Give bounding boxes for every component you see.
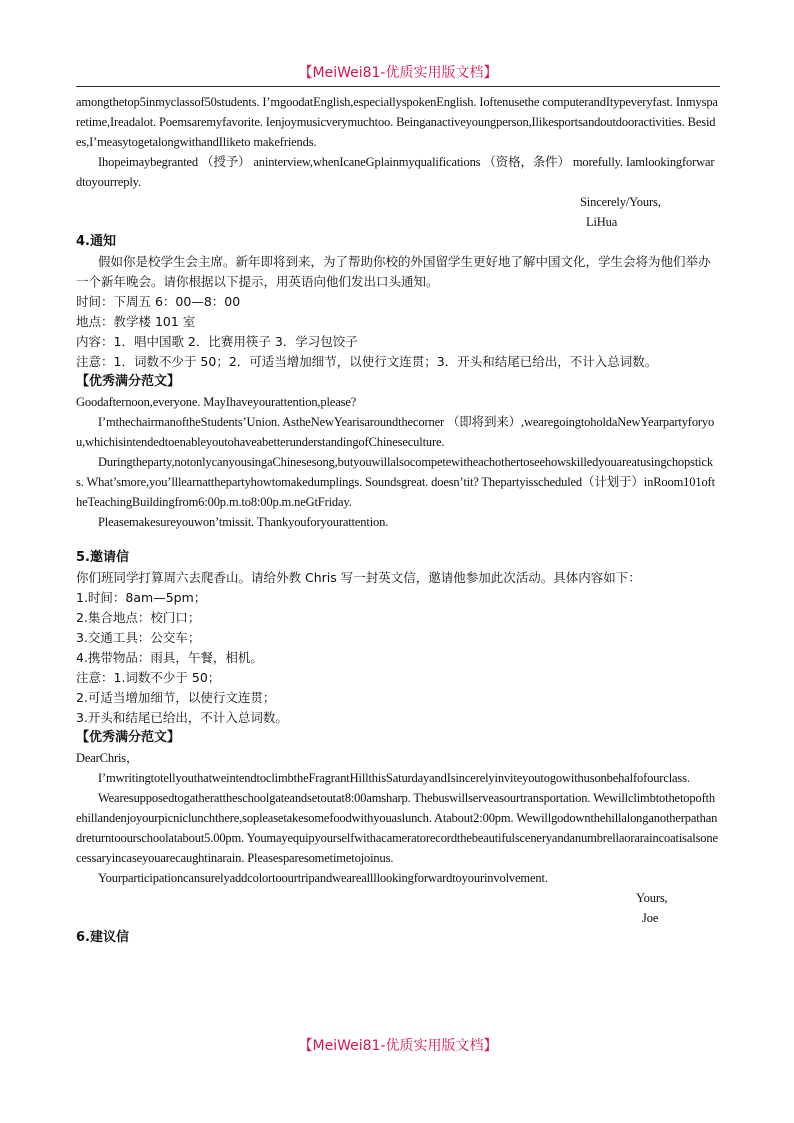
invitation-paragraph: I’mwritingtotellyouthatweintendtoclimbtheFragrantHillthisSaturdayandIsincerelyinviteyoutogowithusonbehalfofourclass. <box>98 771 690 785</box>
section-heading-notice: 4.通知 <box>76 234 116 249</box>
notice-essay-line: I’mthechairmanoftheStudents’Union. AstheNewYearisaroundthecorner （即将到来）,wearegoingtoholdaNewYearpartyforyou,whichisintendedtoenableyoutohaveabetterunderstandingofChineseculture. <box>76 415 715 449</box>
header-rule <box>76 86 720 87</box>
signature-name: Joe <box>642 911 659 925</box>
document-body <box>76 92 720 948</box>
notice-content: 内容：1．唱中国歌 2．比赛用筷子 3．学习包饺子 <box>76 334 358 349</box>
notice-essay-line: Goodafternoon,everyone. MayIhaveyourattention,please? <box>76 395 357 409</box>
signature-name: LiHua <box>586 215 618 229</box>
invitation-item: 4.携带物品：雨具，午餐，相机。 <box>76 650 263 665</box>
notice-place: 地点：教学楼 101 室 <box>76 314 196 329</box>
invitation-note: 2.可适当增加细节，以使行文连贯； <box>76 690 276 705</box>
notice-prompt: 假如你是校学生会主席。新年即将到来，为了帮助你校的外国留学生更好地了解中国文化，学生会将为他们举办一个新年晚会。请你根据以下提示，用英语向他们发出口头通知。 <box>76 254 711 289</box>
invitation-item: 1.时间：8am—5pm； <box>76 590 207 605</box>
invitation-item: 3.交通工具：公交车； <box>76 630 201 645</box>
page-footer: 【MeiWei81-优质实用版文档】 <box>298 1038 498 1054</box>
invitation-paragraph: Yourparticipationcansurelyaddcolortoourtripandweareallllookingforwardtoyourinvolvement. <box>98 871 548 885</box>
invitation-paragraph: Wearesupposedtogatherattheschoolgateandsetoutat8:00amsharp. Thebuswillserveasourtransportation. Wewillclimbtothetopofthehillandenjoyourpicniclunchthere,sopleasetakesomefoodwithyouaslunch. Atabout2:00pm. Wewillgodownthehillalonganotherpathandreturntoourschoolatabout5.00pm. Youmayequipyourselfwithacameratorecordthebeautifulsceneryandanumbrellaoraraincoatisalsonecessaryincaseyouarecaughtinarain. Pleasesparesometimetojoinus. <box>76 791 718 865</box>
notice-time: 时间：下周五 6：00—8：00 <box>76 294 241 309</box>
page-header: 【MeiWei81-优质实用版文档】 <box>298 65 498 81</box>
section-heading-invitation: 5.邀请信 <box>76 550 129 565</box>
model-essay-label: 【优秀满分范文】 <box>76 730 181 745</box>
application-letter-paragraph: amongthetop5inmyclassof50students. I’mgoodatEnglish,especiallyspokenEnglish. Ioftenusethe computerandItypeveryfast. Inmysparetime,Ireadalot. Poemsaremyfavorite. Ienjoymusicverymuchtoo. Beinganactiveyoungperson,Ilikesportsandoutdooractivities. Besides,I’measytogetalongwithandIliketo makefriends. <box>76 95 718 149</box>
notice-essay-line: Duringtheparty,notonlycanyousingaChinesesong,butyouwillalsocompetewitheachothertoseehowskilledyouareatusingchopsticks. What’smore,you’lllearnatthepartyhowtomakedumplings. Soundsgreat. doesn’tit? Thepartyisscheduled（计划于）inRoom101oftheTeachingBuildingfrom6:00p.m.to8:00p.m.neGtFriday. <box>76 455 715 509</box>
notice-requirements: 注意：1．词数不少于 50；2．可适当增加细节，以使行文连贯；3．开头和结尾已给出，不计入总词数。 <box>76 354 658 369</box>
invitation-note: 3.开头和结尾已给出，不计入总词数。 <box>76 710 288 725</box>
invitation-note: 注意：1.词数不少于 50； <box>76 670 221 685</box>
invitation-item: 2.集合地点：校门口； <box>76 610 201 625</box>
notice-essay-line: Pleasemakesureyouwon’tmissit. Thankyouforyourattention. <box>98 515 389 529</box>
signature-closing: Sincerely/Yours, <box>580 195 661 209</box>
signature-closing: Yours, <box>636 891 668 905</box>
section-gap <box>76 532 720 548</box>
section-heading-suggestion: 6.建议信 <box>76 930 129 945</box>
invitation-greeting: DearChris， <box>76 751 139 765</box>
model-essay-label: 【优秀满分范文】 <box>76 374 181 389</box>
invitation-prompt: 你们班同学打算周六去爬香山。请给外教 Chris 写一封英文信，邀请他参加此次活动。具体内容如下： <box>76 570 641 585</box>
application-letter-closing: Ihopeimaybegranted （授予） aninterview,whenIcaneGplainmyqualifications （资格，条件） morefully. Iamlookingforwardtoyourreply. <box>76 155 715 189</box>
